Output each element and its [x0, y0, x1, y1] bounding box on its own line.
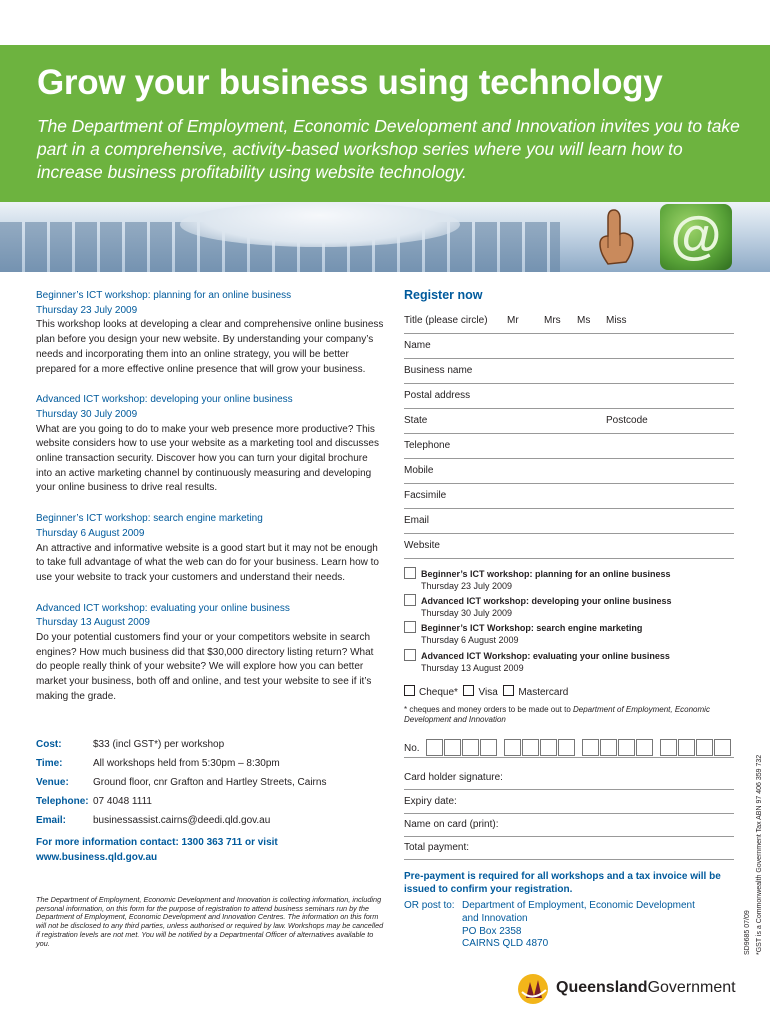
option-title: Beginner’s ICT Workshop: search engine marketing: [421, 623, 643, 633]
workshop-item: [36, 512, 386, 586]
telephone-row: [36, 796, 386, 815]
title-option-mr[interactable]: Mr: [507, 315, 519, 326]
intro-text: The Department of Employment, Economic Development and Innovation invites you to take part in a comprehensive, activity-based workshop series where you will learn how to increase business profitability using website technology.: [37, 116, 740, 182]
business-name-field[interactable]: [404, 358, 734, 384]
mobile-label: Mobile: [404, 465, 434, 476]
workshop-description: An attractive and informative website is a good start but it may not be enough to take full advantage of what the web can do for your business. Learn how to use your website to track your customers and understand their needs.: [36, 542, 379, 583]
gst-abn-note: *GST is a Commonwealth Government Tax ABN 97 406 359 732: [756, 754, 763, 955]
note-payee: Department of Employment, Economic Development and Innovation: [404, 705, 710, 724]
card-number-field[interactable]: [404, 735, 734, 758]
workshop-item: [36, 393, 386, 496]
title-option-ms[interactable]: Ms: [577, 315, 591, 326]
workshop-date: Thursday 13 August 2009: [36, 617, 150, 629]
state-postcode-field[interactable]: [404, 408, 734, 434]
time-label: Time:: [36, 758, 63, 769]
email-row: [36, 815, 386, 834]
workshop-title: Advanced ICT workshop: evaluating your online business: [36, 602, 290, 614]
business-name-label: Business name: [404, 365, 473, 376]
name-on-card-label: Name on card (print):: [404, 819, 499, 830]
expiry-label: Expiry date:: [404, 796, 457, 807]
option-date: Thursday 23 July 2009: [421, 581, 513, 591]
title-option-miss[interactable]: Miss: [606, 315, 627, 326]
email-value[interactable]: businessassist.cairns@deedi.qld.gov.au: [93, 815, 271, 826]
workshop-description: Do your potential customers find your or your competitors website in search engines? How much business did that $30,000 directory listing return? What do people really think of your website? We will explore how you can better market your business, both off and online, and test your website to see if it’s making the grade.: [36, 632, 374, 702]
telephone-value: 07 4048 1111: [93, 796, 152, 807]
card-digit-box[interactable]: [660, 739, 677, 756]
time-row: [36, 758, 386, 777]
card-digit-box[interactable]: [636, 739, 653, 756]
cheque-label: Cheque*: [419, 687, 458, 698]
postcode-label: Postcode: [606, 415, 648, 426]
prepayment-notice: Pre-payment is required for all workshops and a tax invoice will be issued to confirm your registration.: [404, 871, 721, 895]
email-label: Email:: [36, 815, 67, 826]
option-title: Advanced ICT Workshop: evaluating your online business: [421, 651, 670, 661]
address-line: and Innovation: [462, 912, 528, 924]
postal-address-label: Postal address: [404, 390, 471, 401]
top-margin: [0, 0, 770, 45]
hands-image: [180, 202, 460, 247]
postal-address-block: [404, 900, 695, 950]
name-on-card-field[interactable]: [404, 813, 734, 837]
cheque-checkbox[interactable]: [404, 685, 415, 696]
event-details: [36, 739, 386, 834]
venue-label: Venue:: [36, 777, 69, 788]
card-digit-box[interactable]: [426, 739, 443, 756]
card-digit-box[interactable]: [480, 739, 497, 756]
expiry-field[interactable]: [404, 790, 734, 814]
logo-text: [556, 979, 736, 997]
or-post-label: OR post to:: [404, 900, 455, 911]
card-digit-box[interactable]: [522, 739, 539, 756]
workshop-date: Thursday 23 July 2009: [36, 304, 138, 316]
option-date: Thursday 30 July 2009: [421, 608, 513, 618]
cost-value: $33 (incl GST*) per workshop: [93, 739, 225, 750]
workshop-checkbox[interactable]: [404, 567, 416, 579]
email-label: Email: [404, 515, 430, 526]
card-digit-box[interactable]: [504, 739, 521, 756]
state-label: State: [404, 415, 428, 426]
workshop-checkbox[interactable]: [404, 621, 416, 633]
title-field[interactable]: [404, 308, 734, 334]
visa-label: Visa: [478, 687, 498, 698]
card-signature-field[interactable]: [404, 766, 734, 790]
page-title: Grow your business using technology: [37, 63, 663, 102]
card-digit-box[interactable]: [462, 739, 479, 756]
coat-of-arms-icon: [516, 972, 552, 1006]
time-value: All workshops held from 5:30pm – 8:30pm: [93, 758, 280, 769]
facsimile-label: Facsimile: [404, 490, 447, 501]
register-title: Register now: [404, 288, 483, 302]
card-digit-box[interactable]: [600, 739, 617, 756]
cost-row: [36, 739, 386, 758]
address-line: PO Box 2358: [462, 925, 522, 937]
mailing-address: [462, 900, 695, 951]
document-code: SD9685 07/09: [744, 910, 751, 955]
workshop-description: What are you going to do to make your web presence more productive? This website considers how to use your website as a marketing tool and discusses online transaction security. Discover how you can turn your digital brochure into an active marketing channel by continuously measuring and developing your online business to drive real results.: [36, 423, 379, 494]
card-digit-box[interactable]: [714, 739, 731, 756]
visa-checkbox[interactable]: [463, 685, 474, 696]
option-title: Advanced ICT workshop: developing your online business: [421, 596, 672, 606]
workshop-date: Thursday 6 August 2009: [36, 527, 145, 539]
title-label: Title (please circle): [404, 315, 488, 326]
mastercard-label: Mastercard: [518, 687, 569, 698]
card-digit-box[interactable]: [582, 739, 599, 756]
logo-queensland: Queensland: [556, 979, 648, 996]
privacy-notice: The Department of Employment, Economic Development and Innovation is collecting information, including personal information, on this form for the purpose of registration to attend business seminars run by the Department of Employment, Economic Development and Innovation Centres. The information on this form will not be disclosed to any third parties, unless authorised or required by law. Workshops may be cancelled if registration levels are not met. You will be notified by a Departmental Officer of alternatives available to you.: [36, 895, 384, 948]
registration-form: [404, 288, 734, 950]
workshop-description: This workshop looks at developing a clear and comprehensive online business plan before you design your new website. By understanding your company’s needs and incorporating them into an online strategy, you will be better prepared for a more effective online presence that will grow your business.: [36, 319, 384, 375]
workshop-title: Advanced ICT workshop: developing your online business: [36, 394, 293, 406]
postal-address-field[interactable]: [404, 383, 734, 409]
workshop-item: [36, 289, 386, 377]
title-option-mrs[interactable]: Mrs: [544, 315, 561, 326]
telephone-label: Telephone: [404, 440, 451, 451]
keyboard-photo: [0, 202, 770, 272]
payment-methods: [404, 685, 568, 698]
workshop-list: [36, 289, 386, 721]
telephone-label: Telephone:: [36, 796, 89, 807]
card-digit-box[interactable]: [540, 739, 557, 756]
workshop-checkbox[interactable]: [404, 594, 416, 606]
contact-info: [36, 836, 376, 865]
header-banner: [0, 45, 770, 202]
website-link[interactable]: www.business.qld.gov.au: [36, 851, 158, 863]
name-label: Name: [404, 340, 431, 351]
address-line: Department of Employment, Economic Development: [462, 900, 695, 911]
at-symbol-icon: @: [660, 204, 732, 270]
card-signature-label: Card holder signature:: [404, 772, 503, 783]
card-digit-box[interactable]: [696, 739, 713, 756]
telephone-field[interactable]: [404, 433, 734, 459]
mastercard-checkbox[interactable]: [503, 685, 514, 696]
workshop-title: Beginner’s ICT workshop: search engine marketing: [36, 513, 263, 525]
venue-value: Ground floor, cnr Grafton and Hartley Streets, Cairns: [93, 777, 327, 788]
workshop-item: [36, 602, 386, 705]
card-digit-box[interactable]: [444, 739, 461, 756]
card-digit-box[interactable]: [678, 739, 695, 756]
cost-label: Cost:: [36, 739, 62, 750]
option-date: Thursday 6 August 2009: [421, 635, 519, 645]
workshop-title: Beginner’s ICT workshop: planning for an online business: [36, 290, 292, 301]
name-field[interactable]: [404, 333, 734, 359]
option-title: Beginner’s ICT workshop: planning for an online business: [421, 569, 671, 579]
total-payment-field[interactable]: [404, 836, 734, 860]
mobile-field[interactable]: [404, 458, 734, 484]
email-field[interactable]: [404, 508, 734, 534]
cheque-note: [404, 705, 734, 725]
website-field[interactable]: [404, 533, 734, 559]
note-text: * cheques and money orders to be made out to: [404, 705, 573, 714]
venue-row: [36, 777, 386, 796]
facsimile-field[interactable]: [404, 483, 734, 509]
card-number-label: No.: [404, 743, 420, 754]
address-line: CAIRNS QLD 4870: [462, 938, 549, 950]
card-digit-box[interactable]: [618, 739, 635, 756]
total-payment-label: Total payment:: [404, 842, 470, 853]
workshop-date: Thursday 30 July 2009: [36, 408, 138, 420]
workshop-checkbox[interactable]: [404, 649, 416, 661]
logo-government: Government: [647, 979, 736, 996]
option-date: Thursday 13 August 2009: [421, 663, 524, 673]
website-label: Website: [404, 540, 440, 551]
pointing-hand-icon: [596, 208, 636, 266]
contact-line: For more information contact: 1300 363 711 or visit: [36, 837, 278, 848]
card-digit-box[interactable]: [558, 739, 575, 756]
